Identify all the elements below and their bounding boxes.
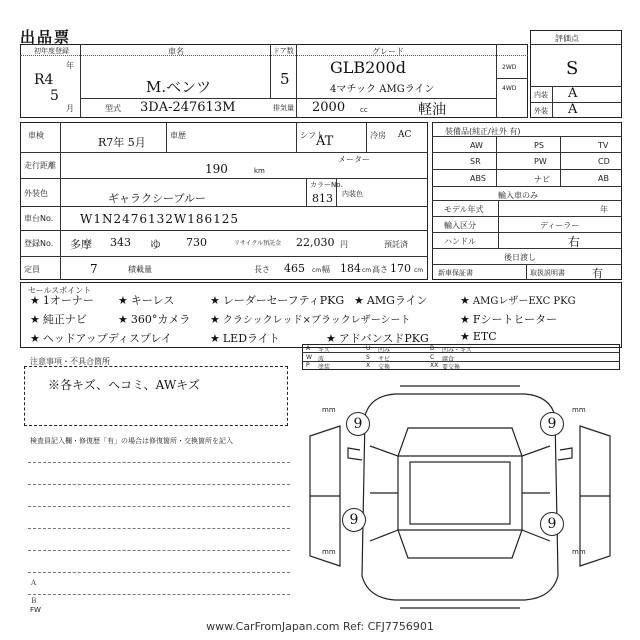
equip-abs: ABS [470, 174, 486, 183]
legend-desc: 要交換 [442, 364, 461, 371]
height-label: 高さ [372, 265, 388, 274]
legend-code: U [366, 345, 371, 352]
model-year-unit: 年 [600, 205, 608, 214]
side-label-a: Ａ [30, 579, 37, 587]
width-unit: cm [362, 267, 372, 274]
sp-1-5: ★ AMGレザーEXC PKG [460, 294, 576, 307]
month-unit: 月 [66, 104, 74, 113]
sp-1-2: ★ キーレス [118, 294, 175, 307]
sp-2-2: ★ 360°カメラ [118, 313, 191, 326]
diagram-unit: mm [322, 406, 336, 414]
length-label: 長さ [254, 265, 270, 274]
seats-label: 定員 [24, 265, 40, 274]
height-unit: cm [414, 267, 424, 274]
grade-sub: 4マチック AMGライン [330, 84, 435, 95]
reg-class: 343 [110, 236, 131, 249]
sp-2-1: ★ 純正ナビ [30, 313, 87, 326]
recycle-label: リサイクル預託金 [234, 240, 282, 247]
vin-value: W1N2476132W186125 [80, 212, 240, 226]
legend-code: X [366, 362, 371, 369]
ac-label: 冷房 [370, 131, 386, 140]
displacement-label: 排気量 [273, 104, 294, 112]
diagram-unit: mm [572, 548, 586, 556]
interior-value: A [568, 86, 578, 101]
displacement-value: 2000 [312, 100, 346, 115]
legend-code: A [306, 345, 311, 352]
displacement-unit: cc [360, 106, 368, 114]
equip-sr: SR [470, 157, 481, 166]
manual-value: 有 [592, 267, 603, 280]
tire-rear-left-mark: 9 [342, 508, 366, 532]
rating-value: S [566, 58, 579, 79]
year-unit: 年 [66, 61, 74, 70]
import-title: 輸入車のみ [498, 191, 538, 200]
mileage-label: 走行距離 [24, 161, 56, 170]
grade-label: グレード [372, 47, 404, 56]
doors-value: 5 [280, 70, 290, 88]
reg-label: 登録No. [24, 239, 54, 248]
page-title: 出品票 [20, 28, 72, 46]
sp-2-3: ★ クラシックレッド×ブラックレザーシート [210, 313, 411, 326]
manual-label: 取扱説明書 [530, 269, 565, 277]
legend-code: XX [430, 362, 439, 369]
equip-aw: AW [470, 141, 483, 150]
legend-code: B [430, 345, 435, 352]
length-value: 465 [284, 262, 305, 275]
inspection-value: R7年 5月 [98, 136, 146, 149]
equipment-title: 装備品(純正/社外 有) [445, 127, 521, 136]
notes-title: 注意事項・不具合箇所 [30, 357, 110, 366]
model-year-label: モデル年式 [444, 205, 484, 214]
repair-title: 検査員記入欄・修復歴「有」の場合は修復箇所・交換箇所を記入 [30, 437, 233, 445]
equip-navi: ナビ [534, 175, 550, 184]
color-label: 外装色 [24, 189, 48, 198]
new-warranty-label: 新車保証書 [438, 269, 473, 277]
year-label: 初年度登録 [34, 47, 69, 55]
doors-label: ドア数 [273, 47, 294, 55]
exterior-value: A [568, 102, 578, 117]
load-label: 積載量 [128, 265, 152, 274]
tire-front-right-mark: 9 [540, 412, 564, 436]
legend-desc: 腐食 [442, 356, 455, 363]
sales-points-title: セールスポイント [28, 286, 92, 295]
grade-value: GLB200d [330, 58, 406, 77]
dealer-value: ディーラー [540, 221, 580, 230]
type-label: 型式 [105, 104, 121, 113]
recycle-unit: 円 [340, 240, 348, 249]
maker-value: M.ベンツ [146, 78, 212, 96]
color-no-label: カラーNo. [310, 181, 343, 189]
sp-3-3: ★ アドバンスドPKG [326, 332, 429, 345]
tire-rear-right-mark: 9 [540, 512, 564, 536]
seats-value: 7 [90, 262, 98, 276]
diagram-unit: mm [572, 406, 586, 414]
sp-3-1: ★ ヘッドアップディスプレイ [30, 332, 172, 345]
notes-box [24, 366, 288, 426]
sp-1-1: ★ 1オーナー [30, 294, 94, 307]
width-value: 184 [340, 262, 361, 275]
drive-4wd: 4WD [502, 85, 517, 92]
equip-ab: AB [598, 174, 609, 183]
year-era: R4 [34, 72, 54, 88]
vin-label: 車台No. [24, 214, 54, 223]
inspection-label: 車検 [28, 131, 44, 140]
ac-value: AC [398, 130, 412, 140]
legend-code: C [430, 354, 435, 361]
legend-desc: サビ [378, 356, 391, 363]
reg-num: 730 [186, 236, 207, 249]
equip-pw: PW [534, 157, 547, 166]
fuel-value: 軽油 [418, 102, 446, 118]
rating-title: 評価点 [555, 34, 579, 43]
equip-cd: CD [598, 157, 610, 166]
after-title: 後日渡し [504, 253, 536, 262]
legend-desc: 波 [318, 356, 325, 363]
legend-desc: キズ [318, 347, 330, 354]
notes-text: ※各キズ、ヘコミ、AWキズ [48, 378, 200, 392]
legend-code: S [366, 354, 370, 361]
exterior-label: 外装 [534, 107, 548, 115]
height-value: 170 [390, 262, 411, 275]
type-value: 3DA-247613M [140, 100, 236, 115]
sp-1-3: ★ レーダーセーフティPKG [210, 294, 345, 307]
reg-area: 多摩 [70, 238, 92, 251]
color-no-value: 813 [312, 192, 333, 205]
width-label: 幅 [322, 265, 330, 274]
sp-1-4: ★ AMGライン [354, 294, 428, 307]
reg-kana: ゆ [150, 238, 161, 251]
mileage-value: 190 [205, 162, 228, 176]
legend-desc: 凹み・キズ [442, 347, 472, 354]
legend-desc: 交換 [378, 364, 391, 371]
history-label: 車歴 [170, 131, 186, 140]
reg-month: 5 [50, 88, 59, 104]
side-label-b: Ｂ [30, 597, 37, 605]
shift-label: シフト [300, 131, 324, 140]
tire-front-left-mark: 9 [346, 412, 370, 436]
length-unit: cm [312, 267, 322, 274]
shift-value: AT [316, 134, 334, 149]
recycle-status: 預託済 [384, 240, 408, 249]
equip-tv: TV [598, 141, 609, 150]
sp-3-4: ★ ETC [460, 330, 497, 343]
legend-code: P [306, 362, 310, 369]
footer-watermark: www.CarFromJapan.com Ref: CFJ7756901 [206, 620, 434, 633]
interior-color-label: 内装色 [342, 190, 363, 198]
drive-2wd: 2WD [502, 64, 517, 71]
recycle-value: 22,030 [296, 236, 335, 249]
interior-label: 内装 [534, 91, 548, 99]
legend-desc: 塗装 [318, 364, 331, 371]
meter-label: メーター [338, 155, 370, 164]
color-value: ギャラクシーブルー [108, 192, 207, 205]
sp-3-2: ★ LEDライト [210, 332, 280, 345]
legend-desc: 凹み [378, 347, 391, 354]
dealer-label: 輸入区分 [444, 221, 476, 230]
sp-2-4: ★ Fシートヒーター [460, 313, 558, 326]
equip-ps: PS [534, 141, 544, 150]
mileage-unit: km [254, 167, 265, 175]
side-label-fw: FW [30, 606, 41, 614]
legend-code: W [306, 354, 312, 361]
handle-value: 右 [568, 235, 581, 249]
maker-label: 車名 [168, 47, 184, 56]
handle-label: ハンドル [444, 237, 476, 246]
diagram-unit: mm [322, 548, 336, 556]
